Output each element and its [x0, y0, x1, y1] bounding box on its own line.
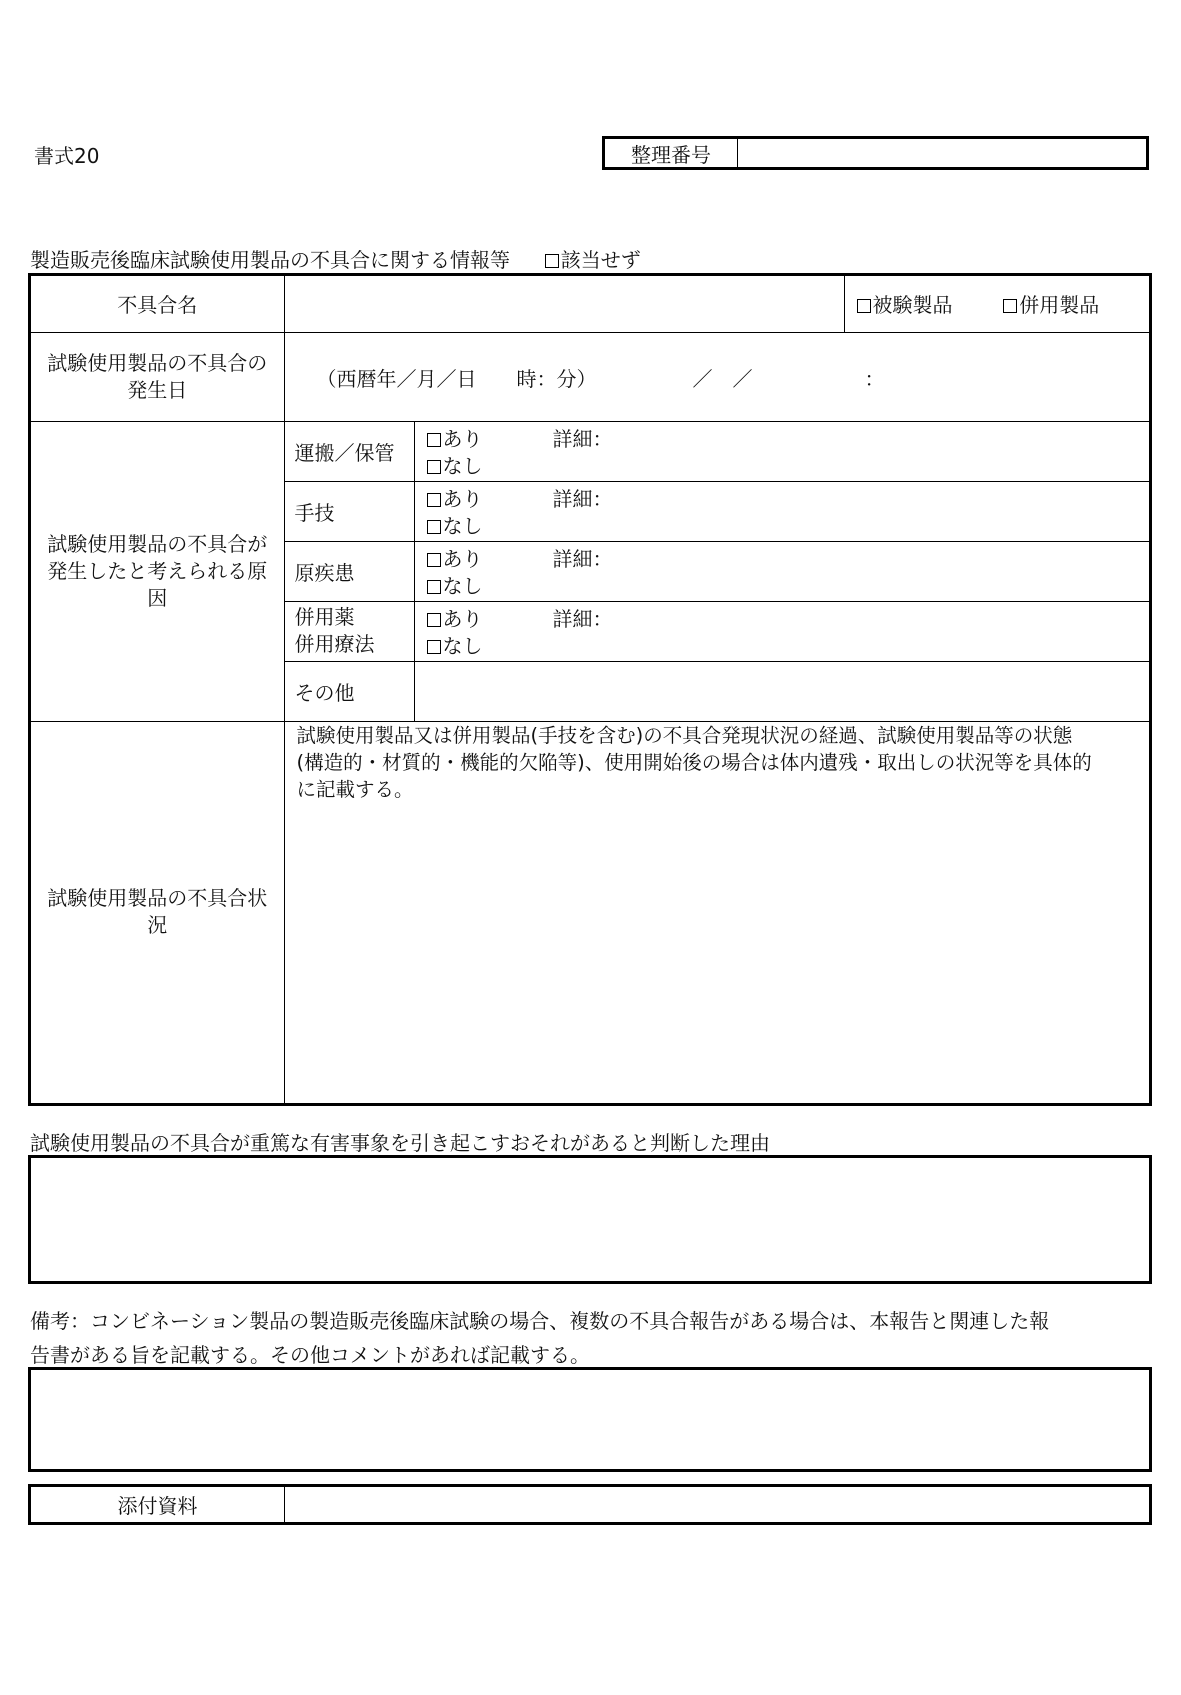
disease-detail-label: 詳細：: [552, 546, 613, 571]
transport-yes-checkbox[interactable]: [427, 433, 441, 447]
cause-disease-options: あり 詳細： なし: [414, 541, 1149, 601]
remarks-input[interactable]: [28, 1367, 1152, 1472]
disease-no-checkbox[interactable]: [427, 580, 441, 594]
cause-transport-label: 運搬／保管: [284, 421, 414, 481]
defect-status-label: 試験使用製品の不具合状 況: [31, 721, 284, 1103]
occurrence-date-label: 試験使用製品の不具合の 発生日: [31, 332, 284, 421]
cause-other-input[interactable]: [414, 661, 1149, 721]
cause-transport-options: あり 詳細： なし: [414, 421, 1149, 481]
cause-disease-label: 原疾患: [284, 541, 414, 601]
technique-detail-label: 詳細：: [552, 486, 613, 511]
cause-technique-options: あり 詳細： なし: [414, 481, 1149, 541]
reference-number-label: 整理番号: [605, 139, 738, 168]
concomitant-product-checkbox[interactable]: [1003, 299, 1017, 313]
cause-concomitant-label: 併用薬 併用療法: [284, 601, 414, 661]
technique-yes-checkbox[interactable]: [427, 493, 441, 507]
defect-status-instructions: 試験使用製品又は併用製品(手技を含む)の不具合発現状況の経過、試験使用製品等の状態 (構造的・材質的・機能的欠陥等)、使用開始後の場合は体内遺残・取出しの状況等を具体的 に記載する。: [296, 723, 1092, 801]
product-type-cell: [844, 276, 1149, 332]
reference-number-input[interactable]: [738, 139, 1147, 168]
concomitant-product-label: 併用製品: [1019, 293, 1100, 318]
date-slashes: ／ ／: [692, 366, 753, 391]
cause-label: 試験使用製品の不具合が 発生したと考えられる原 因: [31, 421, 284, 721]
concomitant-yes-checkbox[interactable]: [427, 613, 441, 627]
transport-no-checkbox[interactable]: [427, 460, 441, 474]
severity-reason-input[interactable]: [28, 1155, 1152, 1284]
section-title: [30, 244, 641, 273]
attachments-input[interactable]: [285, 1487, 1150, 1522]
cause-other-label: その他: [284, 661, 414, 721]
time-colon: ：: [864, 366, 885, 391]
transport-detail-label: 詳細：: [552, 426, 613, 451]
technique-no-checkbox[interactable]: [427, 520, 441, 534]
not-applicable-label: 該当せず: [560, 248, 641, 272]
disease-yes-checkbox[interactable]: [427, 553, 441, 567]
tested-product-checkbox[interactable]: [857, 299, 871, 313]
section-title-text: 製造販売後臨床試験使用製品の不具合に関する情報等: [30, 248, 510, 272]
date-format-hint: （西暦年／月／日 時：分）: [316, 366, 597, 391]
form-number: 書式20: [34, 144, 100, 168]
remarks-text: 備考：コンビネーション製品の製造販売後臨床試験の場合、複数の不具合報告がある場合は、本報告と関連した報 告書がある旨を記載する。その他コメントがあれば記載する。: [30, 1309, 1050, 1367]
reference-number-box: [602, 136, 1149, 170]
not-applicable-checkbox[interactable]: [545, 254, 559, 268]
defect-status-input[interactable]: [284, 721, 1149, 1103]
cause-concomitant-options: あり 詳細： なし: [414, 601, 1149, 661]
cause-technique-label: 手技: [284, 481, 414, 541]
tested-product-label: 被験製品: [872, 293, 953, 318]
defect-name-input[interactable]: [284, 276, 844, 332]
attachments-box: [28, 1484, 1152, 1525]
defect-name-label: 不具合名: [31, 276, 284, 332]
concomitant-no-checkbox[interactable]: [427, 640, 441, 654]
attachments-label: 添付資料: [31, 1487, 285, 1522]
occurrence-date-input[interactable]: [284, 332, 1149, 421]
severity-reason-title: 試験使用製品の不具合が重篤な有害事象を引き起こすおそれがあると判断した理由: [30, 1131, 770, 1155]
defect-info-table: [28, 273, 1152, 1106]
concomitant-detail-label: 詳細：: [552, 606, 613, 631]
